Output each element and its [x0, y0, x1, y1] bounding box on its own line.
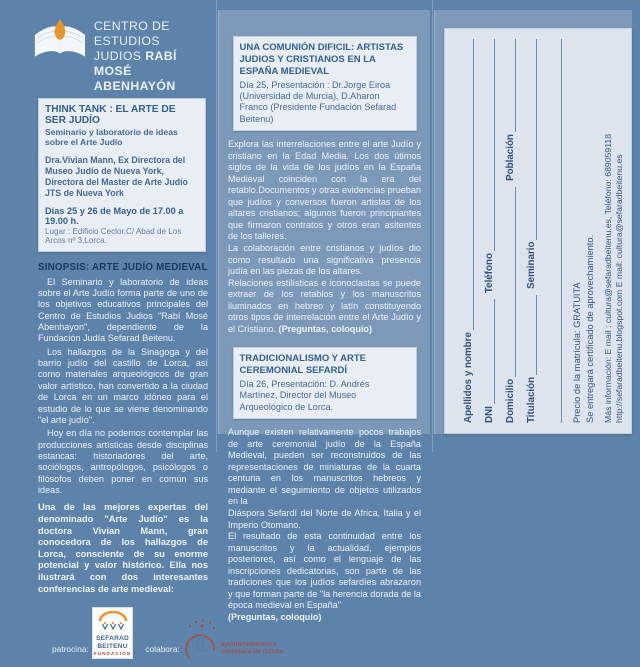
- brand-title-line2: JUDIOS RABÍ MOSÉ: [93, 49, 177, 78]
- apellidos-label: Apellidos y nombre: [463, 332, 474, 423]
- event2-paragraph-3: El resultado de esta continuidad entre los manuscritos y la actualidad, ejemplos posteriores, así como el lenguaje de las inscripciones dedicatorias, son parte de las tradiciones que los judíos sefardíes abrazaron y que forman parte de "la herencia dorada de la época medieval en España": [228, 531, 421, 611]
- ayuntamiento-text-line1: ayuntamientolorca: [220, 640, 277, 648]
- price-note: [571, 39, 596, 423]
- apellidos-field-line: [461, 39, 474, 330]
- seminario-field-line: [524, 39, 537, 240]
- sinopsis-paragraph-1: El Seminario y laboratorio de ideas sobre el Arte Judío forma parte de uno de los objetivos educativos principales del Centro de Estudios Judios "Rabí Mosé Abenhayon", dependiente de la Fundación Judía Sefarad Beitenu.: [38, 276, 208, 344]
- telefono-field-line: [482, 39, 495, 251]
- price-line2: Se entregará certificado de aprovechamiento.: [584, 234, 595, 423]
- event2-coloquio: (Preguntas, coloquio): [228, 611, 322, 622]
- telefono-label: Teléfono: [484, 253, 495, 294]
- form-row-domicilio-poblacion: [495, 39, 516, 423]
- brand-title-line3: ABENHAYÓN: [93, 79, 176, 93]
- colabora-label: colabora:: [145, 644, 180, 655]
- sefarad-fundacion-label: FUNDACIÓN: [93, 651, 132, 657]
- think-tank-location: Lugar : Edificio Ceclor,C/ Abad de Los Arcos nº 3,Lorca.: [45, 226, 182, 245]
- form-row-name: [453, 39, 474, 423]
- open-book-flame-icon: [30, 10, 90, 68]
- middle-column: [218, 10, 430, 622]
- registration-form-rotated: [445, 29, 631, 433]
- form-separator-line: [537, 39, 562, 423]
- event1-paragraph-1: Explora las interrelaciones entre el arte Judío y cristiano en la Edad Media. Los dos útimos siglos de la vida de los judíos en la España Medieval coinciden con la era del retablo.Documentos y otras evidencias prueban que judíos y conversos fueron artistas de los altares cristianos; algunos fueron principiantes que firmaron contratos y otros eran asitentes de los talleres.: [228, 139, 421, 242]
- titulacion-field-line: [524, 295, 537, 375]
- event1-title: UNA COMUNIÓN DIFICIL: ARTISTAS JUDIOS Y CRISTIANOS EN LA ESPAÑA MEDIEVAL: [239, 42, 404, 77]
- sefarad-name-line2: BEITENU: [97, 642, 128, 650]
- price-line1: Precio de la matrícula: GRATUITA: [572, 282, 582, 423]
- event1-details: Día 25, Presentación : Dr.Jorge Eiroa (Universidad de Murcia), D.Aharon Franco (Presidente Fundación Sefarad Beitenu): [239, 79, 397, 124]
- ayuntamiento-logo: [183, 617, 283, 667]
- sefarad-beitenu-logo: [92, 607, 133, 659]
- sinopsis-paragraph-2: Los hallazgos de la Sinagoga y del barrio judío del castillo de Lorca, así como materiales arqueológicos de gran valor artístico, han convertido a la ciudad de Lorca en un marco idóneo para el estudio de lo que se viene denominando "el arte judío".: [38, 346, 208, 425]
- think-tank-speaker: Dra.Vivian Mann, Ex Directora del Museo Judío de Nueva York, Directora del Master de Arte Judío JTS de Nueva York: [45, 154, 188, 198]
- think-tank-title: THINK TANK : EL ARTE DE SER JUDÍO: [45, 104, 176, 126]
- form-row-titulacion-seminario: [516, 39, 537, 423]
- fold-line-left: [216, 0, 217, 452]
- dni-label: DNI: [484, 406, 495, 423]
- sinopsis-heading: SINOPSIS: ARTE JUDÍO MEDIEVAL: [38, 261, 208, 273]
- contact-line1: Más información: E mail : cultura@sefaradbeitenu.es, Teléfono: 689059118: [603, 133, 614, 423]
- event1-paragraph-2: La colaboración entre cristianos y judíos dio como resultado una significativa presencia judía en las piezas de los altares.: [228, 242, 421, 277]
- event2-details: Día 26, Presentación: D. Andrés Martínez, Director del Museo Arqueológico de Lorca.: [239, 379, 370, 412]
- poblacion-field-line: [503, 39, 516, 132]
- think-tank-subtitle: Seminario y laboratorio de ideas sobre el Arte Judío: [45, 127, 178, 148]
- domicilio-field-line: [503, 187, 516, 377]
- event2-paragraph-2: Diáspora Sefardí del Norte de Africa, Italia y el Imperio Otomano.: [228, 508, 421, 530]
- brand-title: [94, 10, 212, 94]
- contact-line2: http://sefaradbeitenu.blogspot.com E mail: cultura@sefaradbeitenu.es: [614, 154, 625, 423]
- menorah-icon: [96, 610, 130, 630]
- event1-box: [233, 36, 417, 131]
- brand-title-line1: CENTRO DE ESTUDIOS: [93, 19, 170, 48]
- seminario-label: Seminario: [526, 241, 537, 289]
- event2-paragraph-1: Aunque existen relativamente pocos trabajos de arte ceremonial judío de la España Medieval, pueden ser reconstruidos de las representaciones de miniaturas de la cuarta centuria en los manuscritos hebreos y mediante el seguimiento de objetos utilizados en la: [228, 427, 421, 507]
- titulacion-label: Titulación: [526, 376, 537, 423]
- ayuntamiento-text: [221, 641, 283, 657]
- think-tank-box: [38, 98, 206, 252]
- event2-title: TRADICIONALISMO Y ARTE CEREMONIAL SEFARDÍ: [239, 353, 366, 377]
- fold-line-right: [432, 0, 433, 452]
- brand-header: [30, 10, 212, 94]
- domicilio-label: Domicilio: [505, 378, 516, 423]
- highlight-paragraph: Una de las mejores expertas del denominado "Arte Judío" es la doctora Vivian Mann, gran conocedora de los hallazgos de Lorca, consciente de su enorme potencial y valor histórico. Ella nos ilustrará con dos interesantes conferencias de arte medieval:: [38, 502, 208, 594]
- event1-paragraph-3: Relaciones estilísticas e iconoclastas se puede extraer de los retablos y los manuscritos iluminados en hebreo y latín constituyendo otros tipos de interrelación entre el Arte Judío y el Cristiano. (Preguntas, coloquio): [228, 277, 421, 334]
- ayuntamiento-text-line2: concejalía de cultura: [220, 648, 284, 656]
- event1-coloquio: (Preguntas, coloquio): [278, 323, 373, 334]
- ayuntamiento-emblem-icon: [183, 617, 219, 667]
- contact-note: [603, 39, 626, 423]
- think-tank-dates: Días 25 y 26 de Mayo de 17.00 a 19.00 h.: [45, 205, 184, 226]
- poblacion-label: Población: [505, 134, 516, 181]
- event2-box: [233, 347, 417, 419]
- sefarad-name-line1: SEFARAD: [96, 635, 129, 643]
- right-column: [434, 10, 632, 434]
- dni-field-line: [482, 299, 495, 404]
- form-row-dni-telefono: [474, 39, 495, 423]
- patrocina-label: patrocina:: [52, 644, 89, 655]
- registration-form: [444, 28, 632, 434]
- sinopsis-paragraph-3: Hoy en día no podemos contemplar las producciones artísticas desde disciplinas estancas: historiadores del arte, sociólogos, antropólogos, psicólogos o filósofos deben poner en común sus ideas.: [38, 428, 208, 496]
